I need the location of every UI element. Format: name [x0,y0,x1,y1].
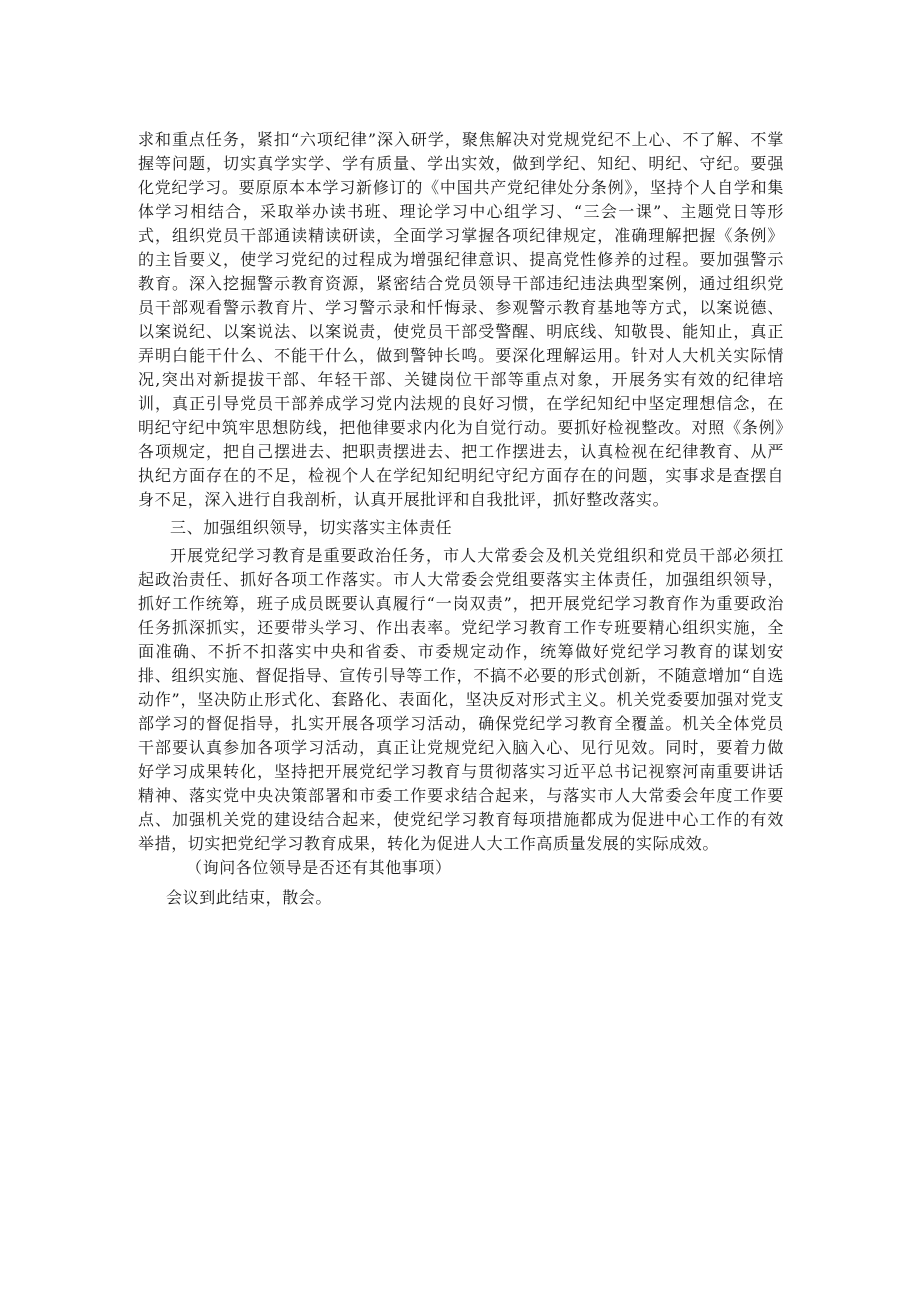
closing-remark: 会议到此结束，散会。 [166,888,333,907]
body-paragraph-continued: 求和重点任务，紧扣“六项纪律”深入研学，聚焦解决对党规党纪不上心、不了解、不掌握等问题，切实真学实学、学有质量、学出实效，做到学纪、知纪、明纪、守纪。要强化党纪学习。要原原本本学习新修订的《中国共产党纪律处分条例》，坚持个人自学和集体学习相结合，采取举办读书班、理论学习中心组学习、“三会一课”、主题党日等形式，组织党员干部通读精读研读，全面学习掌握各项纪律规定，准确理解把握《条例》的主旨要义，使学习党纪的过程成为增强纪律意识、提高党性修养的过程。要加强警示教育。深入挖掘警示教育资源，紧密结合党员领导干部违纪违法典型案例，通过组织党员干部观看警示教育片、学习警示录和忏悔录、参观警示教育基地等方式，以案说德、以案说纪、以案说法、以案说责，使党员干部受警醒、明底线、知敬畏、能知止，真正弄明白能干什么、不能干什么，做到警钟长鸣。要深化理解运用。针对人大机关实际情况,突出对新提拔干部、年轻干部、关键岗位干部等重点对象，开展务实有效的纪律培训，真正引导党员干部养成学习党内法规的良好习惯，在学纪知纪中坚定理想信念，在明纪守纪中筑牢思想防线，把他律要求内化为自觉行动。要抓好检视整改。对照《条例》各项规定，把自己摆进去、把职责摆进去、把工作摆进去，认真检视在纪律教育、从严执纪方面存在的不足，检视个人在学纪知纪明纪守纪方面存在的问题，实事求是查摆自身不足，深入进行自我剖析，认真开展批评和自我批评，抓好整改落实。 [138,130,784,509]
document-page [138,128,784,910]
body-paragraph-leadership: 开展党纪学习教育是重要政治任务，市人大常委会及机关党组织和党员干部必须扛起政治责任、抓好各项工作落实。市人大常委会党组要落实主体责任，加强组织领导，抓好工作统筹，班子成员既要认真履行“一岗双责”，把开展党纪学习教育作为重要政治任务抓深抓实，还要带头学习、作出表率。党纪学习教育工作专班要精心组织实施，全面准确、不折不扣落实中央和省委、市委规定动作，统筹做好党纪学习教育的谋划安排、组织实施、督促指导、宣传引导等工作，不搞不必要的形式创新，不随意增加“自选动作”，坚决防止形式化、套路化、表面化，坚决反对形式主义。机关党委要加强对党支部学习的督促指导，扎实开展各项学习活动，确保党纪学习教育全覆盖。机关全体党员干部要认真参加各项学习活动，真正让党规党纪入脑入心、见行见效。同时，要着力做好学习成果转化，坚持把开展党纪学习教育与贯彻落实习近平总书记视察河南重要讲话精神、落实党中央决策部署和市委工作要求结合起来，与落实市人大常委会年度工作要点、加强机关党的建设结合起来，使党纪学习教育每项措施都成为促进中心工作的有效举措，切实把党纪学习教育成果，转化为促进人大工作高质量发展的实际成效。 [138,546,784,853]
meeting-note: （询问各位领导是否还有其他事项） [186,858,452,877]
section-heading-three: 三、加强组织领导，切实落实主体责任 [170,518,453,537]
